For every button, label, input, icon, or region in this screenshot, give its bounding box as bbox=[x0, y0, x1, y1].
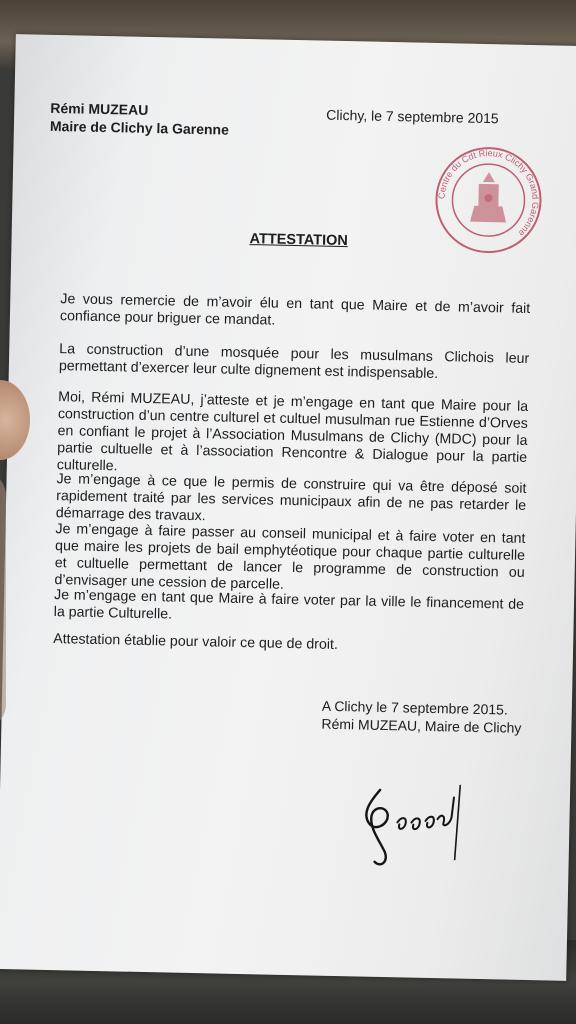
paragraph-1: Je vous remercie de m’avoir élu en tant que Maire et de m’avoir fait confiance pour briguer ce mandat. bbox=[59, 291, 531, 329]
paragraph-7: Attestation établie pour valoir ce que de droit. bbox=[53, 631, 339, 654]
document-title: ATTESTATION bbox=[249, 231, 349, 250]
paragraph-2: La construction d’une mosquée pour les musulmans Clichois leur permettant d’exercer leur culte dignement est indispensable. bbox=[58, 341, 530, 383]
closing-signatory: Rémi MUZEAU, Maire de Clichy bbox=[321, 715, 522, 736]
closing-block bbox=[321, 697, 522, 737]
municipal-stamp bbox=[431, 143, 545, 257]
hand-edge bbox=[0, 470, 6, 730]
paragraph-5: Je m’engage à faire passer au conseil municipal et à faire voter en tant que maire les projets de bail emphytéotique pour chaque partie culturelle et cultuelle permettant de lancer le programme de construction ou d’envisager une cession de parcelle. bbox=[54, 521, 526, 593]
sender-title: Maire de Clichy la Garenne bbox=[49, 117, 230, 138]
document-page bbox=[0, 34, 576, 981]
paragraph-3: Moi, Rémi MUZEAU, j’atteste et je m’engage en tant que Maire pour la construction d’un centre culturel et cultuel musulman rue Estienne d’Orves en confiant le projet à l’Association Musulmans de Clichy (MDC) pour la partie cultuelle et à l’association Rencontre & Dialogue pour la partie culturelle. bbox=[56, 389, 529, 475]
closing-place-date: A Clichy le 7 septembre 2015. bbox=[321, 697, 508, 718]
sender-name: Rémi MUZEAU bbox=[50, 99, 149, 118]
place-date: Clichy, le 7 septembre 2015 bbox=[326, 106, 499, 127]
stamp-text: Centre du Cdt Rieux Clichy Grand Garenne bbox=[436, 148, 541, 239]
paragraph-6: Je m’engage en tant que Maire à faire voter par la ville le financement de la partie Culturelle. bbox=[53, 587, 525, 623]
sender-block bbox=[50, 99, 230, 139]
handwritten-signature bbox=[338, 761, 480, 874]
paragraph-4: Je m’engage à ce que le permis de construire qui va être déposé soit rapidement traité par les services municipaux afin de ne pas retarder le démarrage des travaux. bbox=[55, 471, 527, 525]
